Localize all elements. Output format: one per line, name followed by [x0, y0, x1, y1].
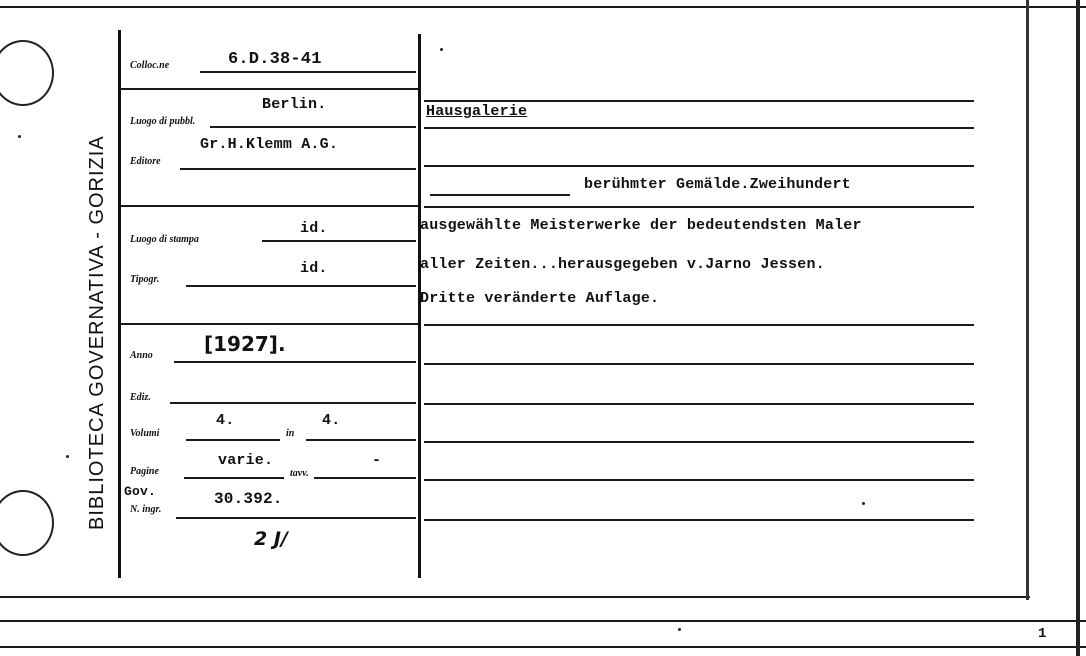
value-gov-prefix: Gov.: [124, 484, 157, 499]
rule: [430, 194, 570, 196]
rule: [170, 402, 416, 404]
rule: [176, 517, 416, 519]
speck: [678, 628, 681, 631]
value-editore: Gr.H.Klemm A.G.: [200, 136, 339, 153]
punch-hole-bottom: [0, 490, 54, 556]
rule: [424, 324, 974, 326]
punch-hole-top: [0, 40, 54, 106]
speck: [862, 502, 865, 505]
rule: [424, 100, 974, 102]
bottom-marker: 1: [1038, 626, 1047, 642]
rule: [262, 240, 416, 242]
card-bottom-edge-2: [0, 620, 1086, 622]
value-anno: [1927].: [204, 332, 286, 356]
rule: [424, 127, 974, 129]
label-luogo-pubbl: Luogo di pubbl.: [130, 116, 196, 127]
card-bottom-edge: [0, 596, 1030, 598]
label-tavv: tavv.: [290, 468, 309, 479]
speck: [440, 48, 443, 51]
label-in: in: [286, 428, 295, 439]
label-ediz: Ediz.: [130, 392, 151, 403]
value-volumi: 4.: [216, 412, 235, 429]
speck: [66, 455, 69, 458]
description-line-1: berühmter Gemälde.Zweihundert: [584, 176, 851, 193]
value-collocazione: 6.D.38-41: [228, 50, 322, 69]
rule: [120, 323, 418, 325]
rule: [120, 88, 418, 90]
label-pagine: Pagine: [130, 466, 159, 477]
rule: [120, 205, 418, 207]
card-top-edge: [0, 6, 1086, 8]
label-tipogr: Tipogr.: [130, 274, 160, 285]
rule: [180, 168, 416, 170]
value-tipogr: id.: [300, 260, 328, 277]
label-collocazione: Colloc.ne: [130, 60, 170, 71]
rule: [314, 477, 416, 479]
label-n-ingr: N. ingr.: [130, 504, 162, 515]
rule: [424, 519, 974, 521]
rule: [186, 439, 280, 441]
label-anno: Anno: [130, 350, 153, 361]
rule: [184, 477, 284, 479]
value-luogo-stampa: id.: [300, 220, 328, 237]
label-luogo-stampa: Luogo di stampa: [130, 234, 199, 245]
value-pagine: varie.: [218, 452, 274, 469]
rule: [306, 439, 416, 441]
left-margin-rule: [118, 30, 121, 578]
value-in: 4.: [322, 412, 341, 429]
handwritten-note: 2 J/: [254, 528, 288, 550]
rule: [424, 441, 974, 443]
right-card-edge: [1026, 0, 1029, 600]
speck: [18, 135, 21, 138]
library-stamp: BIBLIOTECA GOVERNATIVA - GORIZIA: [86, 135, 108, 530]
rule: [210, 126, 416, 128]
value-luogo-pubbl: Berlin.: [262, 96, 327, 113]
label-editore: Editore: [130, 156, 161, 167]
value-n-ingr: 30.392.: [214, 490, 283, 508]
rule: [424, 479, 974, 481]
description-line-4: Dritte veränderte Auflage.: [420, 290, 660, 307]
rule: [424, 165, 974, 167]
label-volumi: Volumi: [130, 428, 160, 439]
rule: [200, 71, 416, 73]
rule: [174, 361, 416, 363]
description-line-2: ausgewählte Meisterwerke der bedeutendsten Maler: [420, 217, 862, 234]
rule: [424, 206, 974, 208]
description-line-3: aller Zeiten...herausgegeben v.Jarno Jessen.: [420, 256, 825, 273]
rule: [186, 285, 416, 287]
value-tavv: -: [372, 452, 382, 469]
card-bottom-edge-3: [0, 646, 1086, 648]
description-title: Hausgalerie: [426, 103, 528, 120]
right-outer-edge: [1076, 0, 1080, 656]
rule: [424, 403, 974, 405]
rule: [424, 363, 974, 365]
